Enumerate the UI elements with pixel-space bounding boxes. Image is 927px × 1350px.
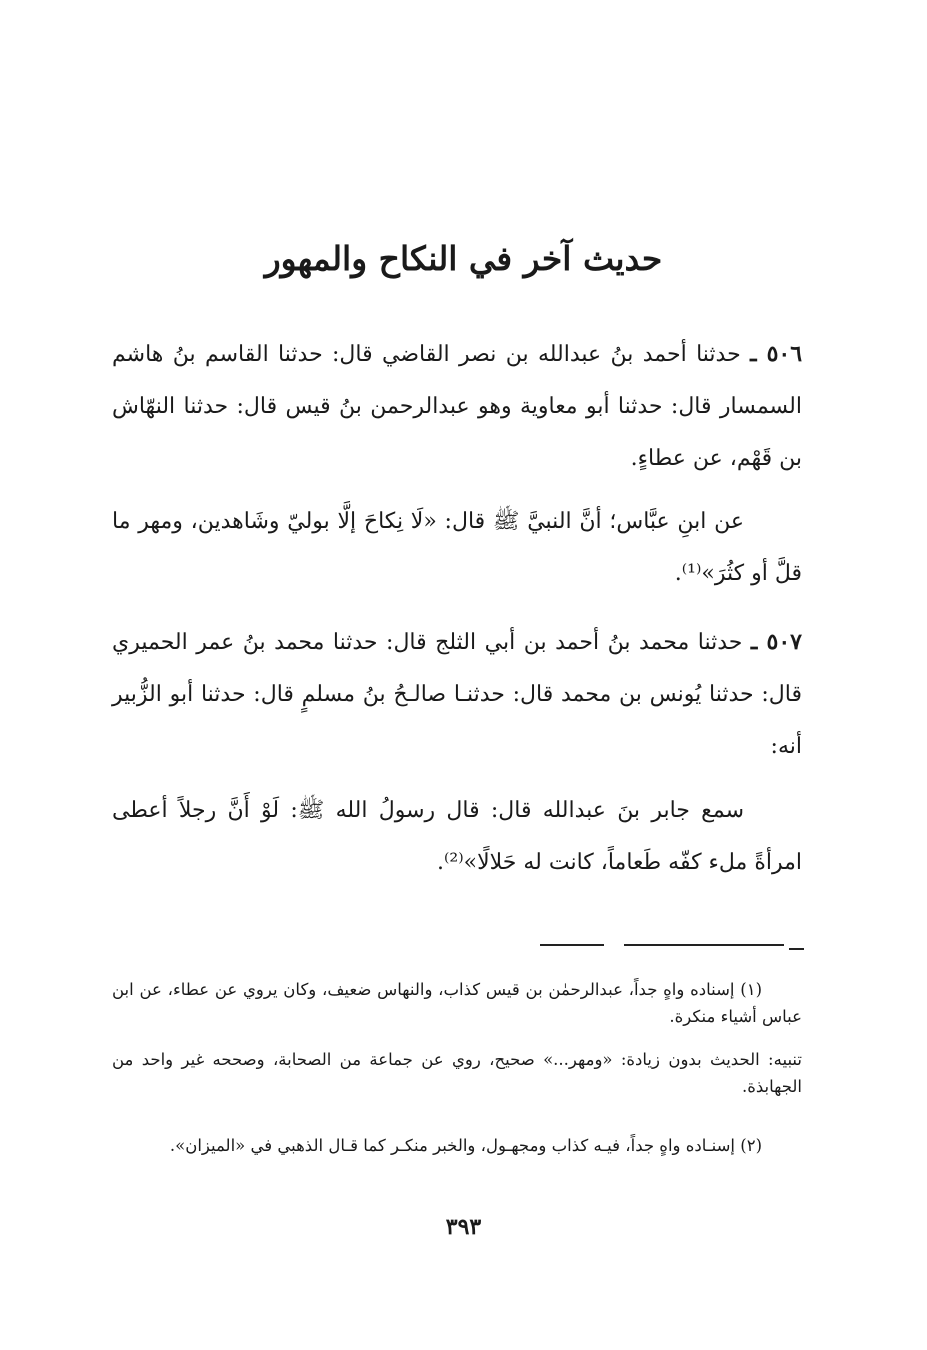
chapter-title: حديث آخر في النكاح والمهور [264, 239, 663, 278]
separator-line [624, 944, 784, 946]
hadith-507-matn-text: سمع جابر بنَ عبدالله قال: قال رسولُ الله ﷺ: لَوْ أَنَّ رجلاً أعطى امرأةً ملء كفّه طَعاماً، كانت له حَلالًا»⁽²⁾. [112, 798, 802, 875]
footnote-1 [112, 976, 802, 1030]
separator-line [789, 948, 804, 950]
hadith-507-isnad-text: حدثنا محمد بنُ أحمد بن أبي الثلج قال: حدثنا محمد بنُ عمر الحميري قال: حدثنا يُونس بن محمد قال: حدثنـا صالـحُ بنُ مسلمٍ قال: حدثنا أبو الزُّبير أنه: [112, 630, 802, 759]
footnote-2 [112, 1132, 802, 1159]
hadith-506-isnad-text: حدثنا أحمد بنُ عبدالله بن نصر القاضي قال: حدثنا القاسم بنُ هاشم السمسار قال: حدثنا أبو معاوية وهو عبدالرحمن بنُ قيس قال: حدثنا النهّاش بن قَهْم، عن عطاءٍ. [112, 342, 802, 471]
footnote-1-text: (١) إسناده واهٍ جداً، عبدالرحمٰن بن قيس كذاب، والنهاس ضعيف، وكان يروي عن عطاء، عن ابن عباس أشياء منكرة. [112, 980, 802, 1026]
separator-line [540, 944, 604, 946]
page-number: ٣٩٣ [445, 1214, 482, 1240]
footnote-note-text: تنبيه: الحديث بدون زيادة: «ومهر...» صحيح، روي عن جماعة من الصحابة، وصححه غير واحد من الجهابذة. [112, 1050, 802, 1096]
footnote-2-text: (٢) إسنـاده واهٍ جداً، فيـه كذاب ومجهـول، والخبر منكـر كما قـال الذهبي في «الميزان». [169, 1136, 762, 1155]
footnote-note [112, 1046, 802, 1100]
hadith-506-isnad [112, 328, 802, 485]
hadith-506-matn [112, 496, 802, 600]
hadith-506-number: ٥٠٦ ـ [750, 341, 803, 367]
footnote-separator [540, 938, 810, 958]
hadith-507-isnad [112, 616, 802, 773]
hadith-506-matn-text: عن ابنِ عبَّاس؛ أنَّ النبيَّ ﷺ قال: «لَا نِكاحَ إلَّا بوليّ وشَاهدين، ومهر ما قلَّ أو كثُرَ»⁽¹⁾. [112, 509, 802, 586]
hadith-507-matn [112, 785, 802, 889]
hadith-507-number: ٥٠٧ ـ [750, 629, 802, 655]
